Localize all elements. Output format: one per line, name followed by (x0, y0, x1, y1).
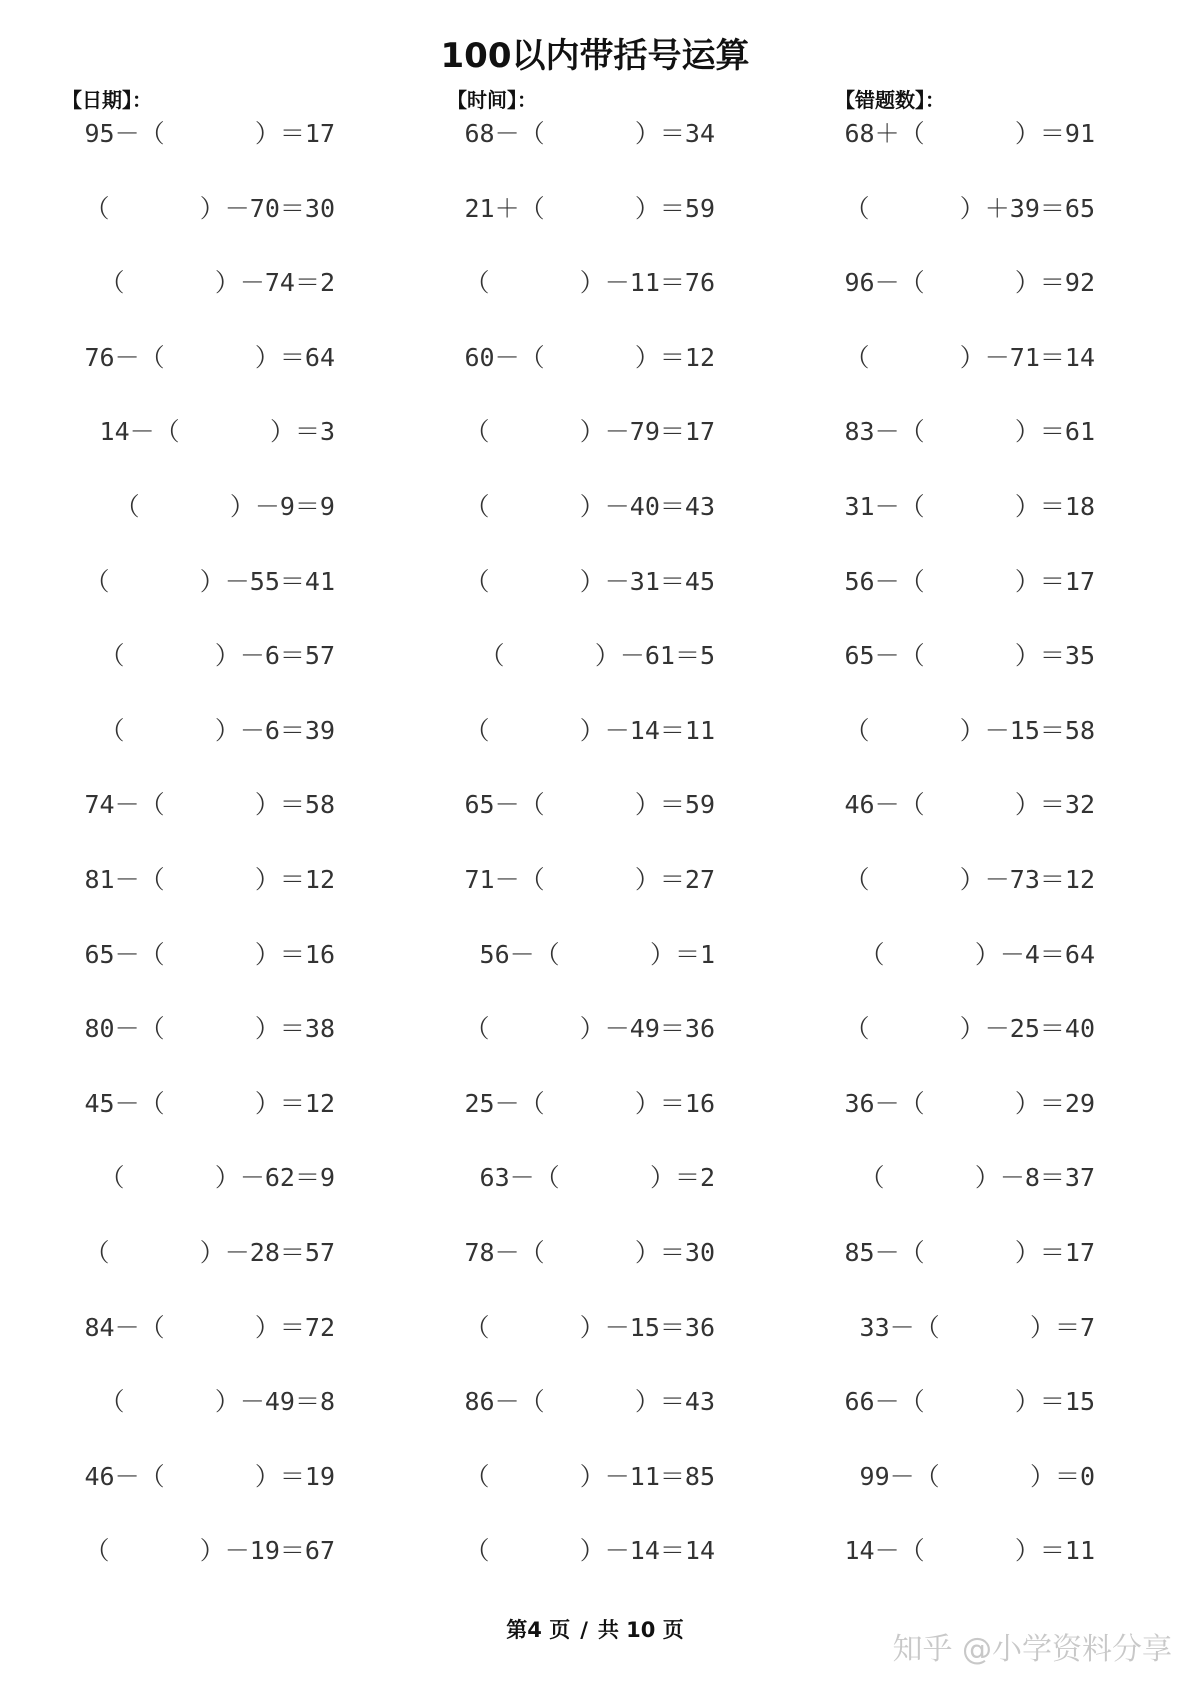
equation-item: 65－（ ）＝16 (84, 939, 335, 969)
equation-item: （ ）＋39＝65 (844, 193, 1095, 223)
equation-item: 60－（ ）＝12 (464, 342, 715, 372)
equation-item: 63－（ ）＝2 (479, 1163, 715, 1193)
equation-item: 68＋（ ）＝91 (844, 119, 1095, 148)
equation-item: （ ）－62＝9 (99, 1163, 335, 1193)
equation-item: （ ）－14＝11 (464, 715, 715, 745)
equation-item: 95－（ ）＝17 (84, 119, 335, 148)
page-title: 100以内带括号运算 (440, 36, 750, 76)
equation-item: 25－（ ）＝16 (464, 1088, 715, 1118)
equation-item: （ ）－9＝9 (114, 492, 335, 521)
equation-item: （ ）－25＝40 (844, 1014, 1095, 1044)
equation-item: （ ）－6＝57 (99, 641, 335, 671)
equation-item: 85－（ ）＝17 (844, 1238, 1095, 1267)
equation-item: 68－（ ）＝34 (464, 119, 715, 148)
equation-item: 56－（ ）＝1 (479, 939, 715, 969)
equation-item: （ ）－4＝64 (859, 939, 1095, 969)
equation-item: 65－（ ）＝35 (844, 641, 1095, 671)
date-label: 【日期】： (62, 88, 152, 112)
equation-item: （ ）－8＝37 (859, 1163, 1095, 1193)
equation-item: 46－（ ）＝19 (84, 1461, 335, 1491)
equation-item: （ ）－14＝14 (464, 1536, 715, 1566)
equation-item: 14－（ ）＝3 (99, 417, 335, 447)
error-count-label: 【错题数】： (835, 88, 945, 112)
equation-item: （ ）－79＝17 (464, 417, 715, 447)
equation-item: 80－（ ）＝38 (84, 1014, 335, 1044)
equation-item: 71－（ ）＝27 (464, 865, 715, 894)
equation-item: 45－（ ）＝12 (84, 1088, 335, 1118)
equation-item: 78－（ ）＝30 (464, 1238, 715, 1267)
equation-item: （ ）－49＝8 (99, 1387, 335, 1417)
equation-item: 31－（ ）＝18 (844, 492, 1095, 521)
equation-item: （ ）－15＝36 (464, 1312, 715, 1342)
equation-item: 33－（ ）＝7 (859, 1312, 1095, 1342)
equation-item: 74－（ ）＝58 (84, 790, 335, 820)
equation-item: 81－（ ）＝12 (84, 865, 335, 894)
time-label: 【时间】： (447, 88, 537, 112)
equation-item: （ ）－6＝39 (99, 715, 335, 745)
equation-item: 76－（ ）＝64 (84, 342, 335, 372)
equation-item: 84－（ ）＝72 (84, 1312, 335, 1342)
equation-item: （ ）－28＝57 (84, 1238, 335, 1267)
equation-item: （ ）－31＝45 (464, 566, 715, 596)
equation-item: 46－（ ）＝32 (844, 790, 1095, 820)
equation-item: （ ）－71＝14 (844, 342, 1095, 372)
equation-item: （ ）－70＝30 (84, 193, 335, 223)
page-number: 第4 页 (506, 1618, 571, 1642)
equation-item: 99－（ ）＝0 (859, 1461, 1095, 1491)
equation-item: 65－（ ）＝59 (464, 790, 715, 820)
equation-item: （ ）－19＝67 (84, 1536, 335, 1566)
equation-item: （ ）－11＝85 (464, 1461, 715, 1491)
total-pages: 共 10 页 (597, 1618, 684, 1642)
equation-item: 21＋（ ）＝59 (464, 193, 715, 223)
equation-item: （ ）－11＝76 (464, 268, 715, 298)
equation-item: 66－（ ）＝15 (844, 1387, 1095, 1417)
equation-item: 36－（ ）＝29 (844, 1088, 1095, 1118)
equation-item: 83－（ ）＝61 (844, 417, 1095, 447)
equation-item: （ ）－74＝2 (99, 268, 335, 298)
equation-item: 56－（ ）＝17 (844, 566, 1095, 596)
equation-item: （ ）－49＝36 (464, 1014, 715, 1044)
equation-item: （ ）－55＝41 (84, 566, 335, 596)
equation-item: （ ）－61＝5 (479, 641, 715, 671)
page-separator: / (580, 1618, 588, 1642)
watermark: 知乎 @小学资料分享 (892, 1632, 1172, 1667)
equation-item: 96－（ ）＝92 (844, 268, 1095, 298)
equation-item: （ ）－15＝58 (844, 715, 1095, 745)
equation-item: 14－（ ）＝11 (844, 1536, 1095, 1566)
equation-item: 86－（ ）＝43 (464, 1387, 715, 1417)
equation-item: （ ）－73＝12 (844, 865, 1095, 894)
equation-item: （ ）－40＝43 (464, 492, 715, 521)
